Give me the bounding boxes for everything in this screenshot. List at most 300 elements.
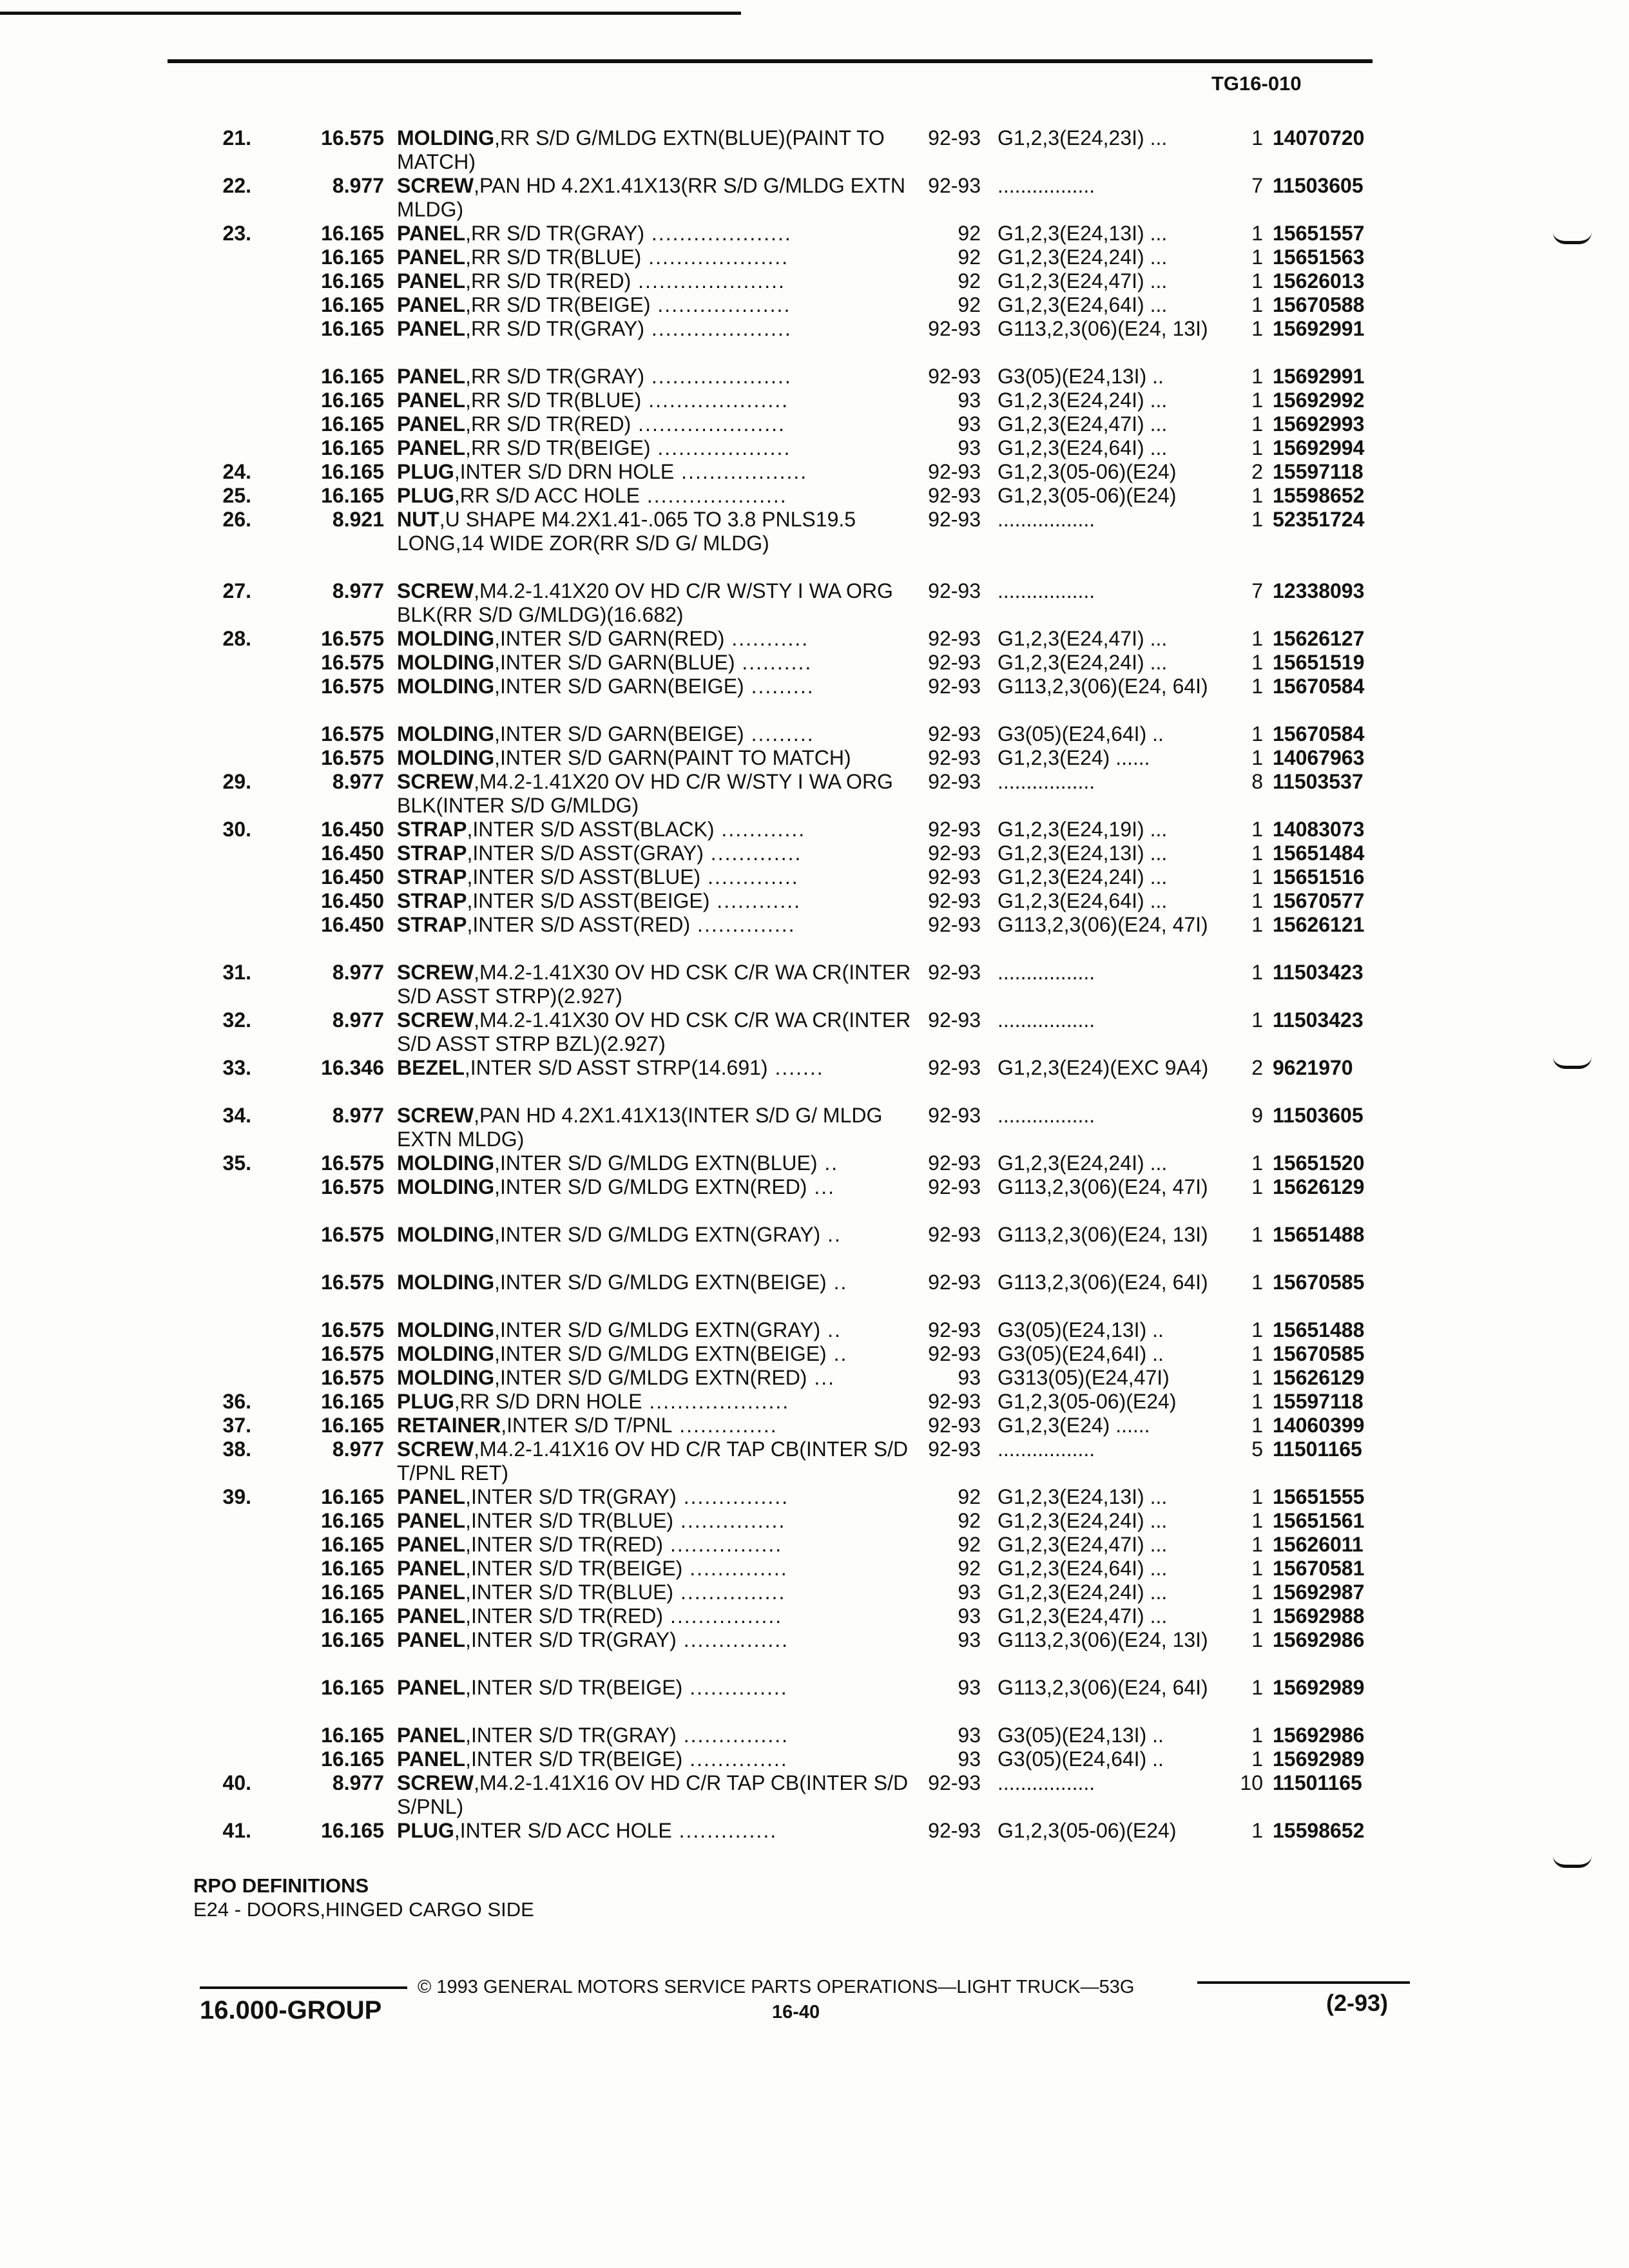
quantity: 1 bbox=[1251, 1819, 1263, 1842]
part-number: 15670585 bbox=[1273, 1342, 1365, 1365]
model-years: 92-93 bbox=[928, 651, 981, 674]
model-years: 92 bbox=[958, 1485, 981, 1508]
part-description bbox=[397, 1366, 912, 1390]
rpo-heading: RPO DEFINITIONS bbox=[193, 1874, 369, 1897]
part-number: 14067963 bbox=[1273, 746, 1365, 769]
part-name: PANEL bbox=[397, 1676, 466, 1699]
part-name: PANEL bbox=[397, 412, 466, 436]
part-number: 15692989 bbox=[1273, 1676, 1365, 1699]
series-usage: G113,2,3(06)(E24, 64I) bbox=[998, 1271, 1208, 1294]
model-years: 92 bbox=[958, 1509, 981, 1532]
series-usage: G113,2,3(06)(E24, 13I) bbox=[998, 1628, 1208, 1651]
series-usage: G1,2,3(05-06)(E24) bbox=[998, 1819, 1177, 1842]
quantity: 1 bbox=[1251, 1557, 1263, 1580]
series-usage: G1,2,3(E24,13I) ... bbox=[998, 1485, 1168, 1508]
part-description bbox=[397, 245, 912, 269]
item-number: 24. bbox=[222, 460, 251, 483]
part-number: 14083073 bbox=[1273, 818, 1365, 841]
part-name: MOLDING bbox=[397, 1151, 495, 1175]
model-years: 92 bbox=[958, 245, 981, 269]
series-usage: G1,2,3(E24,64I) ... bbox=[998, 1557, 1168, 1580]
quantity: 1 bbox=[1251, 1318, 1263, 1341]
margin-tick bbox=[1553, 1856, 1592, 1868]
leader-dots: ................... bbox=[650, 293, 791, 316]
part-detail: ,INTER S/D TR(BEIGE) bbox=[465, 1557, 683, 1580]
model-years: 92-93 bbox=[928, 1771, 981, 1794]
leader-dots: .................... bbox=[641, 245, 789, 269]
item-number: 41. bbox=[222, 1819, 251, 1842]
series-usage: G1,2,3(E24,24I) ... bbox=[998, 389, 1168, 412]
part-detail: ,M4.2-1.41X16 OV HD C/R TAP CB(INTER S/D T/PNL RET) bbox=[397, 1437, 909, 1485]
part-description bbox=[397, 1581, 912, 1604]
part-detail: ,INTER S/D ASST(RED) bbox=[467, 913, 691, 936]
group-number: 8.977 bbox=[332, 579, 384, 602]
leader-dots: ............... bbox=[676, 1724, 789, 1747]
model-years: 93 bbox=[958, 1604, 981, 1628]
item-number: 40. bbox=[222, 1771, 251, 1794]
part-description bbox=[397, 1104, 912, 1151]
quantity: 1 bbox=[1251, 245, 1263, 269]
model-years: 93 bbox=[958, 1676, 981, 1699]
series-usage: G1,2,3(E24,24I) ... bbox=[998, 651, 1168, 674]
part-description bbox=[397, 1747, 912, 1771]
part-detail: ,INTER S/D G/MLDG EXTN(BEIGE) bbox=[494, 1342, 827, 1365]
quantity: 9 bbox=[1251, 1104, 1263, 1127]
part-detail: ,INTER S/D G/MLDG EXTN(RED) bbox=[494, 1366, 807, 1389]
leader-dots: .................... bbox=[639, 484, 787, 507]
part-detail: ,INTER S/D DRN HOLE bbox=[454, 460, 675, 483]
part-name: STRAP bbox=[397, 818, 467, 841]
series-usage: G1,2,3(E24,24I) ... bbox=[998, 865, 1168, 889]
model-years: 92-93 bbox=[928, 865, 981, 889]
quantity: 1 bbox=[1251, 1342, 1263, 1365]
part-name: SCREW bbox=[397, 1771, 474, 1794]
part-number: 15692992 bbox=[1273, 389, 1365, 412]
part-number: 15597118 bbox=[1273, 1390, 1364, 1413]
part-description bbox=[397, 1628, 912, 1652]
part-name: PANEL bbox=[397, 1557, 466, 1580]
quantity: 1 bbox=[1251, 1390, 1263, 1413]
quantity: 2 bbox=[1251, 460, 1263, 483]
quantity: 1 bbox=[1251, 746, 1263, 769]
model-years: 93 bbox=[958, 389, 981, 412]
quantity: 1 bbox=[1251, 126, 1263, 149]
quantity: 5 bbox=[1251, 1437, 1263, 1461]
part-description bbox=[397, 317, 912, 341]
quantity: 1 bbox=[1251, 412, 1263, 436]
rpo-definitions bbox=[193, 1874, 534, 1921]
part-detail: ,INTER S/D TR(BEIGE) bbox=[465, 1676, 683, 1699]
group-number: 16.450 bbox=[321, 913, 384, 936]
part-description bbox=[397, 1437, 912, 1485]
part-description bbox=[397, 269, 912, 293]
quantity: 1 bbox=[1251, 913, 1263, 936]
part-name: PANEL bbox=[397, 1509, 466, 1532]
part-number: 11503423 bbox=[1273, 1008, 1364, 1032]
part-detail: ,INTER S/D TR(GRAY) bbox=[465, 1628, 677, 1651]
group-number: 16.575 bbox=[321, 1151, 384, 1175]
part-name: PLUG bbox=[397, 1819, 454, 1842]
part-detail: ,U SHAPE M4.2X1.41-.065 TO 3.8 PNLS19.5 LONG,14 WIDE ZOR(RR S/D G/ MLDG) bbox=[397, 508, 856, 555]
part-description bbox=[397, 579, 912, 627]
series-usage: ................. bbox=[998, 1104, 1095, 1127]
part-name: PANEL bbox=[397, 1604, 466, 1628]
leader-dots: .............. bbox=[690, 913, 796, 936]
part-detail: ,PAN HD 4.2X1.41X13(INTER S/D G/ MLDG EXTN MLDG) bbox=[397, 1104, 883, 1151]
model-years: 92-93 bbox=[928, 365, 981, 388]
series-usage: G1,2,3(E24,24I) ... bbox=[998, 1509, 1168, 1532]
quantity: 1 bbox=[1251, 1223, 1263, 1246]
part-name: PANEL bbox=[397, 1533, 466, 1556]
part-name: MOLDING bbox=[397, 1175, 495, 1198]
group-number: 16.575 bbox=[321, 651, 384, 674]
leader-dots: ............. bbox=[703, 841, 802, 865]
model-years: 92-93 bbox=[928, 1151, 981, 1175]
part-description bbox=[397, 1390, 912, 1414]
series-usage: G1,2,3(E24,64I) ... bbox=[998, 293, 1168, 316]
model-years: 93 bbox=[958, 412, 981, 436]
model-years: 92-93 bbox=[928, 1342, 981, 1365]
group-number: 16.575 bbox=[321, 746, 384, 769]
model-years: 92-93 bbox=[928, 1104, 981, 1127]
part-detail: ,RR S/D TR(BLUE) bbox=[465, 245, 642, 269]
part-name: SCREW bbox=[397, 1008, 474, 1032]
part-detail: ,M4.2-1.41X20 OV HD C/R W/STY I WA ORG BLK(INTER S/D G/MLDG) bbox=[397, 770, 893, 817]
quantity: 1 bbox=[1251, 627, 1263, 650]
group-number: 16.165 bbox=[321, 1819, 384, 1842]
group-number: 16.165 bbox=[321, 1485, 384, 1508]
group-number: 16.165 bbox=[321, 269, 384, 293]
leader-dots: .. bbox=[817, 1151, 839, 1175]
quantity: 1 bbox=[1251, 865, 1263, 889]
leader-dots: .. bbox=[820, 1223, 842, 1246]
leader-dots: .......... bbox=[735, 651, 813, 674]
part-number: 12338093 bbox=[1273, 579, 1365, 602]
part-detail: ,INTER S/D T/PNL bbox=[501, 1414, 673, 1437]
item-number: 34. bbox=[222, 1104, 251, 1127]
quantity: 7 bbox=[1251, 174, 1263, 197]
part-number: 11503423 bbox=[1273, 961, 1364, 984]
group-number: 16.165 bbox=[321, 1414, 384, 1437]
leader-dots: ... bbox=[807, 1175, 836, 1198]
part-description bbox=[397, 1318, 912, 1342]
part-detail: ,M4.2-1.41X30 OV HD CSK C/R WA CR(INTER S/D ASST STRP)(2.927) bbox=[397, 961, 911, 1008]
series-usage: G3(05)(E24,64I) .. bbox=[998, 722, 1164, 745]
series-usage: G1,2,3(E24,24I) ... bbox=[998, 245, 1168, 269]
quantity: 1 bbox=[1251, 365, 1263, 388]
series-usage: G1,2,3(E24,64I) ... bbox=[998, 436, 1168, 459]
part-detail: ,M4.2-1.41X16 OV HD C/R TAP CB(INTER S/D S/PNL) bbox=[397, 1771, 909, 1818]
item-number: 33. bbox=[222, 1056, 251, 1079]
leader-dots: .............. bbox=[682, 1557, 788, 1580]
part-description bbox=[397, 627, 912, 651]
part-number: 15692986 bbox=[1273, 1628, 1365, 1651]
model-years: 92-93 bbox=[928, 818, 981, 841]
item-number: 36. bbox=[222, 1390, 251, 1413]
group-number: 8.977 bbox=[332, 1008, 384, 1032]
part-number: 15597118 bbox=[1273, 460, 1364, 483]
part-number: 15626011 bbox=[1273, 1533, 1364, 1556]
leader-dots: ... bbox=[807, 1366, 836, 1389]
item-number: 31. bbox=[222, 961, 251, 984]
group-number: 16.165 bbox=[321, 365, 384, 388]
part-detail: ,RR S/D TR(BEIGE) bbox=[465, 436, 651, 459]
part-name: BEZEL bbox=[397, 1056, 465, 1079]
leader-dots: ..................... bbox=[631, 412, 786, 436]
quantity: 1 bbox=[1251, 1008, 1263, 1032]
part-name: PLUG bbox=[397, 460, 454, 483]
leader-dots: ................ bbox=[663, 1604, 783, 1628]
series-usage: G1,2,3(05-06)(E24) bbox=[998, 484, 1177, 507]
part-detail: ,RR S/D TR(RED) bbox=[465, 269, 631, 293]
part-number: 15651557 bbox=[1273, 222, 1365, 245]
quantity: 1 bbox=[1251, 269, 1263, 293]
item-number: 29. bbox=[222, 770, 251, 793]
part-number: 15651561 bbox=[1273, 1509, 1365, 1532]
group-number: 16.450 bbox=[321, 818, 384, 841]
part-description bbox=[397, 1056, 912, 1080]
model-years: 92-93 bbox=[928, 1008, 981, 1032]
quantity: 7 bbox=[1251, 579, 1263, 602]
quantity: 1 bbox=[1251, 1414, 1263, 1437]
part-description bbox=[397, 1771, 912, 1819]
part-number: 15626129 bbox=[1273, 1366, 1365, 1389]
leader-dots: ............ bbox=[714, 818, 806, 841]
group-number: 16.165 bbox=[321, 1747, 384, 1771]
part-detail: ,INTER S/D GARN(BLUE) bbox=[494, 651, 735, 674]
item-number: 23. bbox=[222, 222, 251, 245]
leader-dots: ........... bbox=[724, 627, 809, 650]
group-number: 16.165 bbox=[321, 1390, 384, 1413]
part-number: 15692991 bbox=[1273, 365, 1365, 388]
model-years: 93 bbox=[958, 1628, 981, 1651]
part-name: STRAP bbox=[397, 841, 467, 865]
group-number: 16.575 bbox=[321, 1271, 384, 1294]
part-description bbox=[397, 222, 912, 245]
group-number: 8.921 bbox=[332, 508, 384, 531]
quantity: 1 bbox=[1251, 389, 1263, 412]
series-usage: G1,2,3(05-06)(E24) bbox=[998, 1390, 1177, 1413]
part-name: PANEL bbox=[397, 317, 466, 340]
part-number: 9621970 bbox=[1273, 1056, 1353, 1079]
group-number: 16.575 bbox=[321, 1318, 384, 1341]
group-number: 8.977 bbox=[332, 961, 384, 984]
leader-dots: .............. bbox=[682, 1676, 788, 1699]
quantity: 1 bbox=[1251, 1271, 1263, 1294]
part-detail: ,RR S/D G/MLDG EXTN(BLUE)(PAINT TO MATCH) bbox=[397, 126, 885, 173]
model-years: 93 bbox=[958, 436, 981, 459]
group-number: 16.165 bbox=[321, 1604, 384, 1628]
part-number: 11503605 bbox=[1273, 1104, 1364, 1127]
part-number: 15598652 bbox=[1273, 1819, 1365, 1842]
series-usage: G313(05)(E24,47I) bbox=[998, 1366, 1170, 1389]
series-usage: G113,2,3(06)(E24, 64I) bbox=[998, 1676, 1208, 1699]
series-usage: G3(05)(E24,13I) .. bbox=[998, 365, 1164, 388]
group-number: 16.165 bbox=[321, 1724, 384, 1747]
leader-dots: .............. bbox=[671, 1819, 778, 1842]
part-description bbox=[397, 460, 912, 484]
item-number: 26. bbox=[222, 508, 251, 531]
part-number: 15651555 bbox=[1273, 1485, 1365, 1508]
group-number: 16.165 bbox=[321, 389, 384, 412]
part-description bbox=[397, 436, 912, 460]
part-number: 15692987 bbox=[1273, 1581, 1365, 1604]
group-number: 8.977 bbox=[332, 1104, 384, 1127]
part-name: PANEL bbox=[397, 365, 466, 388]
part-description bbox=[397, 1819, 912, 1843]
series-usage: G1,2,3(E24,47I) ... bbox=[998, 1604, 1168, 1628]
series-usage: G3(05)(E24,64I) .. bbox=[998, 1747, 1164, 1771]
part-detail: ,INTER S/D TR(BLUE) bbox=[465, 1581, 674, 1604]
group-number: 16.575 bbox=[321, 675, 384, 698]
model-years: 92-93 bbox=[928, 1437, 981, 1461]
item-number: 35. bbox=[222, 1151, 251, 1175]
leader-dots: ................... bbox=[650, 436, 791, 459]
group-number: 8.977 bbox=[332, 1437, 384, 1461]
part-detail: ,INTER S/D ASST STRP(14.691) bbox=[464, 1056, 768, 1079]
part-description bbox=[397, 1509, 912, 1533]
quantity: 1 bbox=[1251, 1533, 1263, 1556]
part-name: SCREW bbox=[397, 1437, 474, 1461]
part-description bbox=[397, 1008, 912, 1056]
part-number: 15692993 bbox=[1273, 412, 1365, 436]
series-usage: G113,2,3(06)(E24, 47I) bbox=[998, 1175, 1208, 1198]
quantity: 1 bbox=[1251, 1628, 1263, 1651]
group-number: 16.165 bbox=[321, 460, 384, 483]
part-detail: ,INTER S/D G/MLDG EXTN(BLUE) bbox=[494, 1151, 818, 1175]
series-usage: ................. bbox=[998, 579, 1095, 602]
part-description bbox=[397, 1533, 912, 1557]
model-years: 92-93 bbox=[928, 627, 981, 650]
model-years: 92-93 bbox=[928, 579, 981, 602]
footer-group: 16.000-GROUP bbox=[200, 1996, 382, 2024]
quantity: 1 bbox=[1251, 889, 1263, 912]
part-name: SCREW bbox=[397, 770, 474, 793]
part-detail: ,INTER S/D ASST(GRAY) bbox=[467, 841, 704, 865]
part-description bbox=[397, 412, 912, 436]
group-number: 16.165 bbox=[321, 317, 384, 340]
quantity: 1 bbox=[1251, 1747, 1263, 1771]
part-number: 15626129 bbox=[1273, 1175, 1365, 1198]
part-description bbox=[397, 1175, 912, 1199]
part-detail: ,INTER S/D G/MLDG EXTN(GRAY) bbox=[494, 1318, 821, 1341]
part-detail: ,INTER S/D ASST(BLUE) bbox=[467, 865, 701, 889]
series-usage: ................. bbox=[998, 1771, 1095, 1794]
part-detail: ,M4.2-1.41X30 OV HD CSK C/R WA CR(INTER S/D ASST STRP BZL)(2.927) bbox=[397, 1008, 911, 1055]
group-number: 16.165 bbox=[321, 412, 384, 436]
leader-dots: ............ bbox=[709, 889, 801, 912]
series-usage: G1,2,3(E24,24I) ... bbox=[998, 1581, 1168, 1604]
part-description bbox=[397, 1342, 912, 1366]
part-name: PLUG bbox=[397, 1390, 454, 1413]
quantity: 1 bbox=[1251, 1175, 1263, 1198]
group-number: 16.165 bbox=[321, 1533, 384, 1556]
part-description bbox=[397, 508, 912, 555]
part-number: 15692989 bbox=[1273, 1747, 1365, 1771]
group-number: 16.450 bbox=[321, 865, 384, 889]
quantity: 8 bbox=[1251, 770, 1263, 793]
part-name: MOLDING bbox=[397, 746, 495, 769]
quantity: 2 bbox=[1251, 1056, 1263, 1079]
part-number: 15598652 bbox=[1273, 484, 1365, 507]
part-detail: ,INTER S/D TR(BLUE) bbox=[465, 1509, 674, 1532]
part-description bbox=[397, 126, 912, 174]
part-name: PANEL bbox=[397, 1581, 466, 1604]
item-number: 39. bbox=[222, 1485, 251, 1508]
series-usage: G1,2,3(E24,64I) ... bbox=[998, 889, 1168, 912]
part-number: 52351724 bbox=[1273, 508, 1365, 531]
part-detail: ,INTER S/D GARN(BEIGE) bbox=[494, 722, 744, 745]
group-number: 16.165 bbox=[321, 484, 384, 507]
part-name: MOLDING bbox=[397, 1366, 495, 1389]
part-name: SCREW bbox=[397, 1104, 474, 1127]
part-description bbox=[397, 484, 912, 508]
quantity: 1 bbox=[1251, 651, 1263, 674]
part-number: 15651488 bbox=[1273, 1318, 1365, 1341]
part-name: MOLDING bbox=[397, 627, 495, 650]
item-number: 21. bbox=[222, 126, 251, 149]
quantity: 1 bbox=[1251, 508, 1263, 531]
margin-tick bbox=[1553, 1057, 1592, 1069]
part-description bbox=[397, 651, 912, 675]
quantity: 1 bbox=[1251, 841, 1263, 865]
model-years: 92 bbox=[958, 222, 981, 245]
leader-dots: .. bbox=[826, 1271, 848, 1294]
part-detail: ,INTER S/D ASST(BEIGE) bbox=[467, 889, 710, 912]
model-years: 92-93 bbox=[928, 1819, 981, 1842]
part-name: SCREW bbox=[397, 961, 474, 984]
quantity: 1 bbox=[1251, 1509, 1263, 1532]
part-description bbox=[397, 675, 912, 698]
part-description bbox=[397, 818, 912, 841]
part-number: 15692994 bbox=[1273, 436, 1365, 459]
part-name: SCREW bbox=[397, 579, 474, 602]
model-years: 92-93 bbox=[928, 484, 981, 507]
quantity: 1 bbox=[1251, 436, 1263, 459]
model-years: 92-93 bbox=[928, 770, 981, 793]
leader-dots: ............... bbox=[676, 1628, 789, 1651]
series-usage: G113,2,3(06)(E24, 13I) bbox=[998, 1223, 1208, 1246]
model-years: 92-93 bbox=[928, 1318, 981, 1341]
part-number: 15670585 bbox=[1273, 1271, 1365, 1294]
part-detail: ,INTER S/D TR(BEIGE) bbox=[465, 1747, 683, 1771]
model-years: 92 bbox=[958, 1557, 981, 1580]
group-number: 8.977 bbox=[332, 1771, 384, 1794]
series-usage: G1,2,3(E24,24I) ... bbox=[998, 1151, 1168, 1175]
part-name: PANEL bbox=[397, 245, 466, 269]
model-years: 92-93 bbox=[928, 126, 981, 149]
part-name: STRAP bbox=[397, 913, 467, 936]
leader-dots: .................... bbox=[644, 222, 792, 245]
quantity: 1 bbox=[1251, 818, 1263, 841]
part-description bbox=[397, 722, 912, 746]
item-number: 28. bbox=[222, 627, 251, 650]
model-years: 92 bbox=[958, 293, 981, 316]
model-years: 92-93 bbox=[928, 460, 981, 483]
footer-page-number: 16-40 bbox=[772, 2002, 820, 2023]
part-detail: ,INTER S/D ACC HOLE bbox=[454, 1819, 672, 1842]
part-name: MOLDING bbox=[397, 1318, 495, 1341]
item-number: 22. bbox=[222, 174, 251, 197]
quantity: 1 bbox=[1251, 484, 1263, 507]
part-detail: ,INTER S/D TR(GRAY) bbox=[465, 1485, 677, 1508]
series-usage: ................. bbox=[998, 770, 1095, 793]
item-number: 37. bbox=[222, 1414, 251, 1437]
part-name: MOLDING bbox=[397, 722, 495, 745]
leader-dots: .............. bbox=[672, 1414, 778, 1437]
part-detail: ,RR S/D TR(RED) bbox=[465, 412, 631, 436]
group-number: 16.165 bbox=[321, 436, 384, 459]
